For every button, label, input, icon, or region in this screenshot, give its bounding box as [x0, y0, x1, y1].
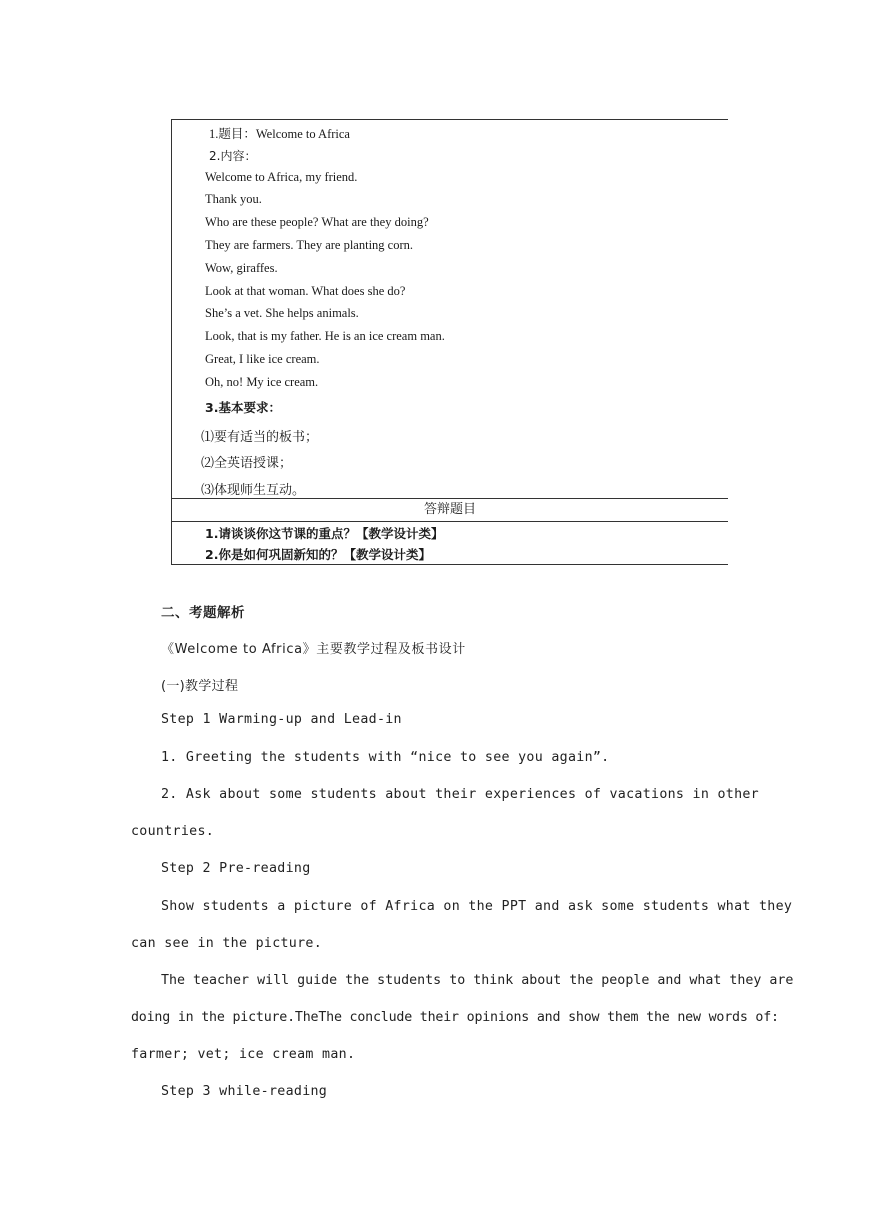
- paragraph-line: countries.: [131, 824, 215, 839]
- paragraph-line: 2. Ask about some students about their experiences of vacations in other: [161, 787, 759, 802]
- answer-header: 答辩题目: [423, 502, 476, 517]
- paragraph-line: farmer; vet; ice cream man.: [131, 1047, 356, 1062]
- dialogue-line: Who are these people? What are they doing?: [205, 215, 429, 229]
- section-heading: 二、考题解析: [161, 605, 245, 621]
- dialogue-line: Oh, no! My ice cream.: [205, 375, 319, 389]
- step-heading: Step 1 Warming-up and Lead-in: [161, 712, 402, 727]
- dialogue-line: They are farmers. They are planting corn.: [205, 238, 414, 252]
- table-divider: [172, 521, 728, 522]
- question-item: 1.请谈谈你这节课的重点？【教学设计类】: [205, 526, 444, 541]
- topic-line: 1.题目：Welcome to Africa: [209, 127, 350, 141]
- requirements-label: 3.基本要求：: [205, 400, 281, 415]
- requirement-item: ⑵全英语授课；: [201, 456, 293, 471]
- exam-question-table: [171, 119, 728, 565]
- step-heading: Step 3 while-reading: [161, 1084, 328, 1099]
- dialogue-line: Wow, giraffes.: [205, 261, 278, 275]
- paragraph-line: 1. Greeting the students with “nice to see you again”.: [161, 750, 610, 765]
- dialogue-line: Thank you.: [205, 192, 262, 206]
- paragraph-line: The teacher will guide the students to think about the people and what they are: [161, 973, 794, 988]
- process-heading: (一)教学过程: [161, 679, 239, 694]
- subtitle: 《Welcome to Africa》主要教学过程及板书设计: [161, 642, 466, 657]
- dialogue-line: Great, I like ice cream.: [205, 352, 320, 366]
- question-item: 2.你是如何巩固新知的？【教学设计类】: [205, 547, 431, 562]
- dialogue-line: Welcome to Africa, my friend.: [205, 170, 358, 184]
- content-label: 2.内容：: [209, 149, 257, 163]
- dialogue-line: She’s a vet. She helps animals.: [205, 306, 359, 320]
- requirement-item: ⑶体现师生互动。: [201, 483, 306, 498]
- paragraph-line: Show students a picture of Africa on the PPT and ask some students what they: [161, 899, 793, 914]
- dialogue-line: Look, that is my father. He is an ice cream man.: [205, 329, 445, 343]
- step-heading: Step 2 Pre-reading: [161, 861, 311, 876]
- paragraph-line: doing in the picture.TheThe conclude their opinions and show them the new words of:: [131, 1010, 779, 1025]
- requirement-item: ⑴要有适当的板书；: [201, 430, 319, 445]
- paragraph-line: can see in the picture.: [131, 936, 323, 951]
- dialogue-line: Look at that woman. What does she do?: [205, 284, 406, 298]
